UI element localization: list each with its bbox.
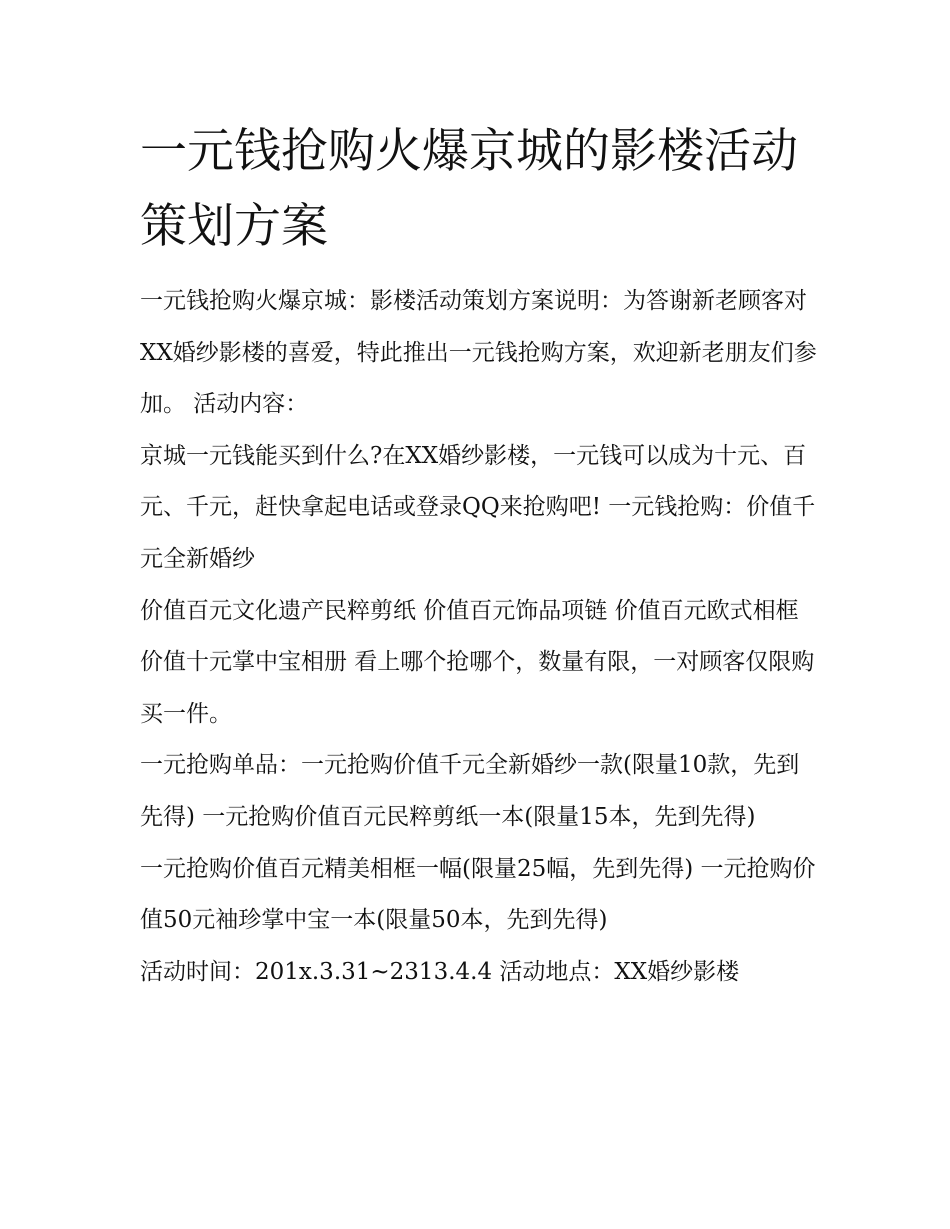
paragraph-items: 一元抢购单品：一元抢购价值千元全新婚纱一款(限量10款，先到先得) 一元抢购价值百元民粹剪纸一本(限量15本，先到先得) — [140, 752, 800, 830]
paragraph-more-items: 一元抢购价值百元精美相框一幅(限量25幅，先到先得) 一元抢购价值50元袖珍掌中宝一本(限量50本，先到先得) — [140, 855, 816, 934]
paragraph-prizes: 价值百元文化遗产民粹剪纸 价值百元饰品项链 价值百元欧式相框 价值十元掌中宝相册 看上哪个抢哪个，数量有限，一对顾客仅限购买一件。 — [140, 597, 815, 727]
paragraph-intro: 一元钱抢购火爆京城：影楼活动策划方案说明：为答谢新老顾客对XX婚纱影楼的喜爱，特此推出一元钱抢购方案，欢迎新老朋友们参加。 活动内容： — [140, 288, 817, 418]
document-title: 一元钱抢购火爆京城的影楼活动策划方案 — [140, 124, 798, 254]
paragraph-time-location: 活动时间：201x.3.31~2313.4.4 活动地点：XX婚纱影楼 — [140, 958, 740, 985]
document-body — [140, 276, 820, 998]
paragraph-offer: 京城一元钱能买到什么?在XX婚纱影楼，一元钱可以成为十元、百元、千元，赶快拿起电话或登录QQ来抢购吧! 一元钱抢购：价值千元全新婚纱 — [140, 442, 816, 572]
